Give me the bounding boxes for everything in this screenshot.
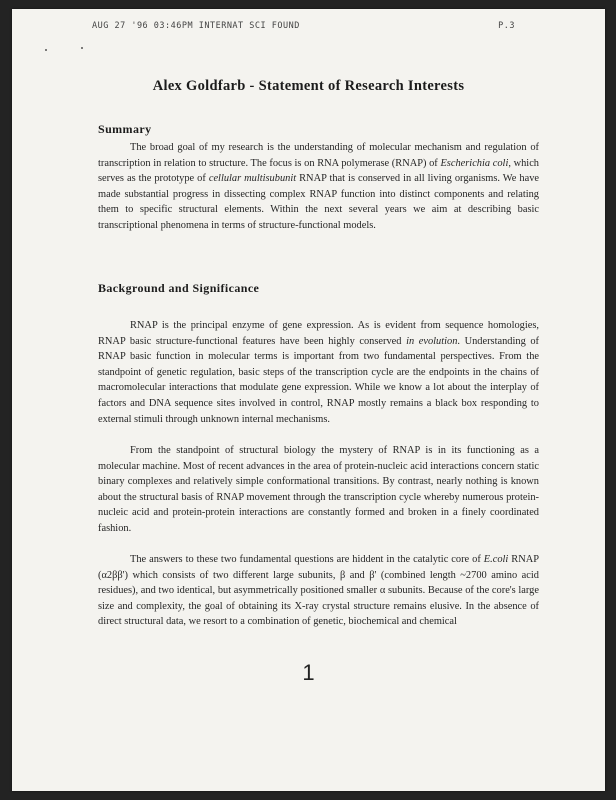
text-run: The answers to these two fundamental questions are hiddent in the catalytic core of [130, 554, 484, 565]
background-paragraph-1 [98, 318, 539, 427]
text-run: RNAP that is conserved in all living organisms. We have made substantial progress in dissecting complex RNAP function into distinct components and relating them to specific structural elements. Within the next several years we aim at describing basic transcriptional phenomena in terms of structure-functional models. [98, 173, 539, 231]
fax-header-info: AUG 27 '96 03:46PM INTERNAT SCI FOUND [92, 21, 300, 31]
background-paragraph-2: From the standpoint of structural biology the mystery of RNAP is in its functioning as a molecular machine. Most of recent advances in the area of protein-nucleic acid interactions concern static binary complexes and relatively simple conformational transitions. By contrast, nearly nothing is known about the structural basis of RNAP movement through the transcription cycle whereby numerous protein-nucleic acid and protein-protein interactions are constantly formed and broken in a finely coordinated fashion. [98, 445, 539, 534]
background-paragraph-3 [98, 552, 539, 630]
text-run: RNAP is the principal enzyme of gene expression. As is evident from sequence homologies, RNAP basic structure-functional features have been highly conserved [98, 320, 539, 347]
section-heading-background: Background and Significance [98, 281, 260, 295]
scan-speck [45, 49, 47, 51]
text-run: . Understanding of RNAP basic function in molecular terms is important from two fundamental perspectives. From the standpoint of genetic regulation, basic steps of the transcription cycle are the endpoints in the chains of macromolecular interactions that modulate gene expression. While we know a lot about the interplay of factors and DNA sequence sites involved in control, RNAP mostly remains a black box responding to external stimuli through unknown internal mechanisms. [98, 335, 539, 425]
document-title: Alex Goldfarb - Statement of Research Interests [152, 78, 465, 94]
text-run-italic: cellular multisubunit [208, 173, 297, 185]
text-run-italic: in evolution [406, 335, 458, 347]
document-page [12, 9, 605, 791]
page-number: 1 [302, 660, 315, 685]
summary-paragraph [98, 140, 539, 234]
section-heading-summary: Summary [98, 122, 152, 136]
scan-speck [81, 47, 83, 49]
text-run: RNAP (α2ββ') which consists of two different large subunits, β and β' (combined length ~2700 amino acid residues), and two identical, but asymmetrically positioned smaller α subunits. Because of the core's large size and complexity, the goal of obtaining its X-ray crystal structure remains elusive. In the absence of direct structural data, we resort to a combination of genetic, biochemical and chemical [98, 554, 539, 628]
text-run-italic: Escherichia coli [440, 157, 509, 169]
text-run-italic: E.coli [483, 554, 509, 565]
text-run: , which serves as the prototype of [98, 157, 540, 185]
text-run: The broad goal of my research is the understanding of molecular mechanism and regulation of transcription in relation to structure. The focus is on RNA polymerase (RNAP) of [98, 142, 539, 169]
fax-page-number: P.3 [498, 21, 515, 31]
